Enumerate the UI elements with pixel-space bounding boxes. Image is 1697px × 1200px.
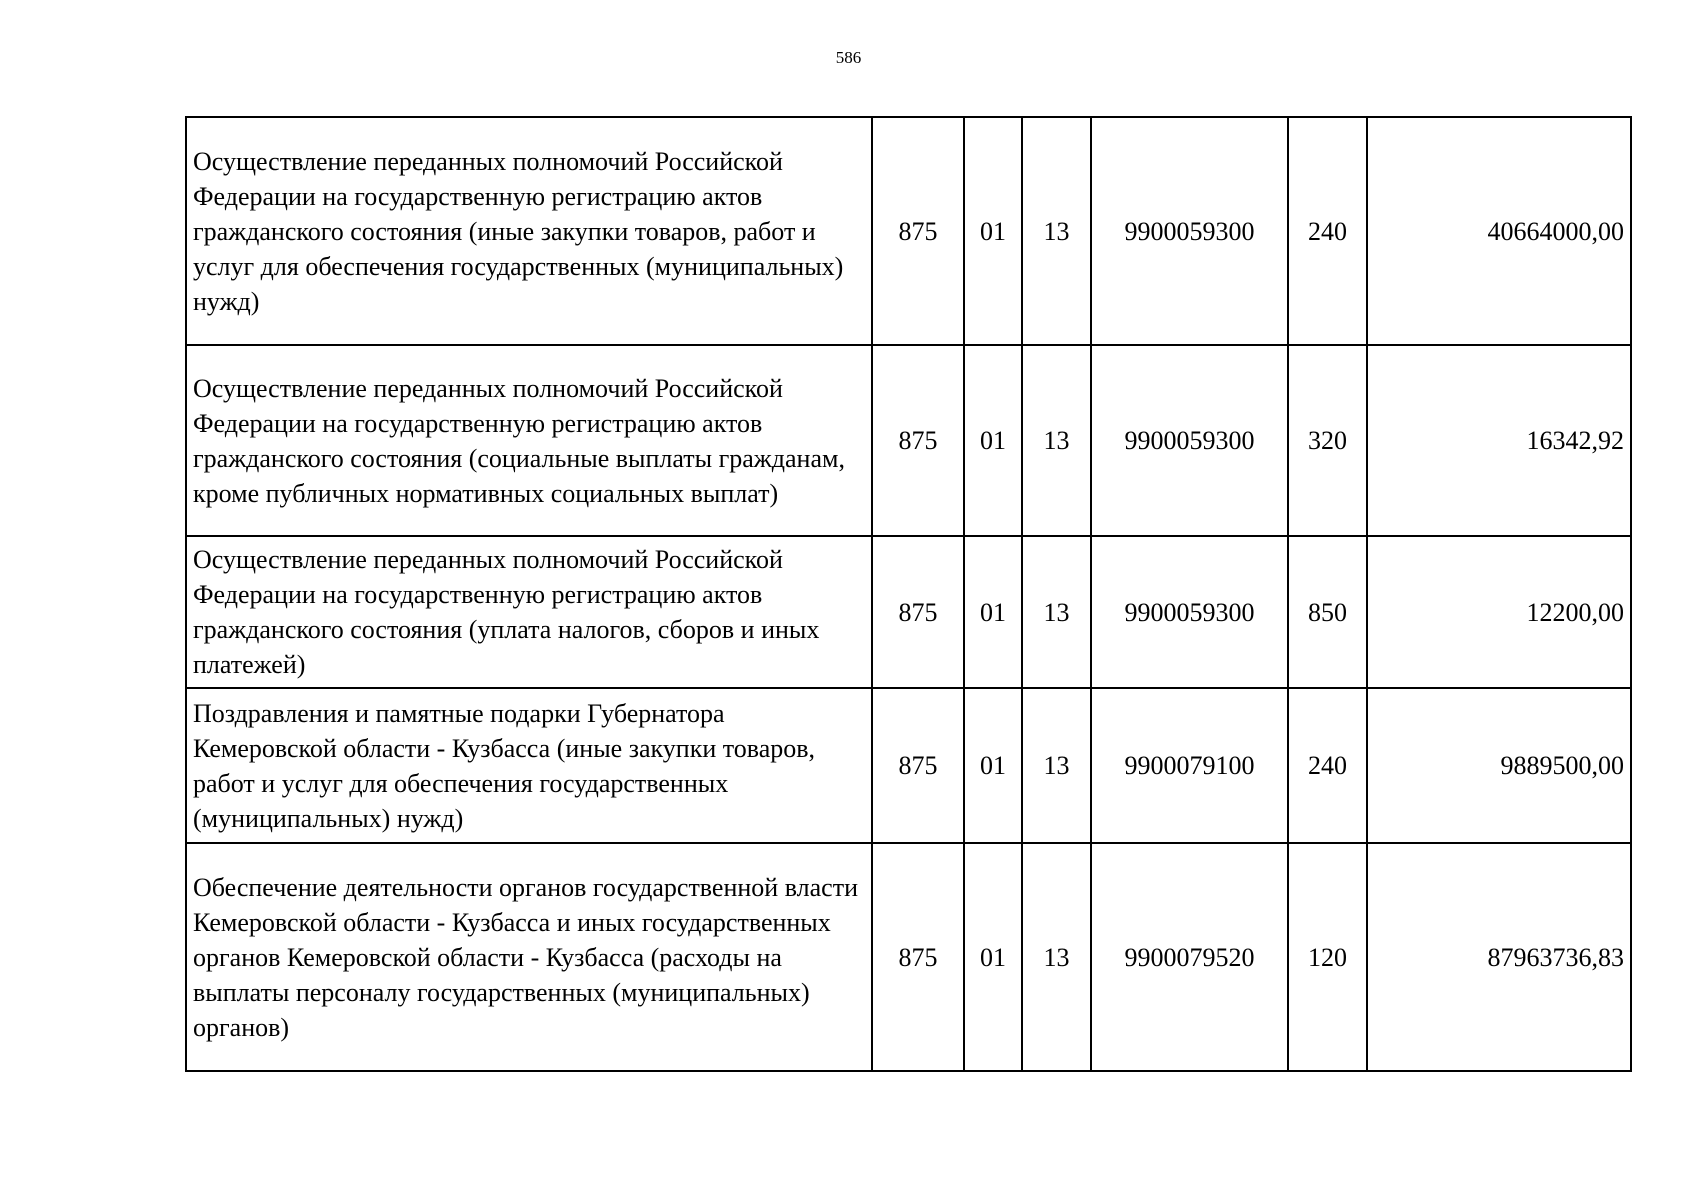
subsection-code-cell: 13	[1022, 688, 1091, 843]
subsection-code-cell: 13	[1022, 536, 1091, 688]
row-name-cell: Обеспечение деятельности органов государственной власти Кемеровской области - Кузбасса и иных государственных органов Кемеровской области - Кузбасса (расходы на выплаты персоналу государственных (муниципальных) органов)	[186, 843, 872, 1071]
row-name-cell: Поздравления и памятные подарки Губернатора Кемеровской области - Кузбасса (иные закупки товаров, работ и услуг для обеспечения государственных (муниципальных) нужд)	[186, 688, 872, 843]
amount-cell: 87963736,83	[1367, 843, 1631, 1071]
amount-cell: 40664000,00	[1367, 117, 1631, 345]
target-article-cell: 9900059300	[1091, 117, 1288, 345]
target-article-cell: 9900059300	[1091, 345, 1288, 536]
table-row	[186, 688, 1631, 843]
ministry-code-cell: 875	[872, 843, 964, 1071]
expense-type-cell: 240	[1288, 688, 1367, 843]
expense-type-cell: 320	[1288, 345, 1367, 536]
section-code-cell: 01	[964, 345, 1022, 536]
ministry-code-cell: 875	[872, 345, 964, 536]
section-code-cell: 01	[964, 117, 1022, 345]
expense-type-cell: 850	[1288, 536, 1367, 688]
expense-type-cell: 120	[1288, 843, 1367, 1071]
section-code-cell: 01	[964, 843, 1022, 1071]
table-row	[186, 536, 1631, 688]
table-row	[186, 843, 1631, 1071]
target-article-cell: 9900079100	[1091, 688, 1288, 843]
subsection-code-cell: 13	[1022, 117, 1091, 345]
subsection-code-cell: 13	[1022, 843, 1091, 1071]
target-article-cell: 9900079520	[1091, 843, 1288, 1071]
expense-type-cell: 240	[1288, 117, 1367, 345]
section-code-cell: 01	[964, 688, 1022, 843]
ministry-code-cell: 875	[872, 536, 964, 688]
table-row	[186, 117, 1631, 345]
page-number: 586	[835, 48, 862, 67]
amount-cell: 16342,92	[1367, 345, 1631, 536]
ministry-code-cell: 875	[872, 117, 964, 345]
subsection-code-cell: 13	[1022, 345, 1091, 536]
target-article-cell: 9900059300	[1091, 536, 1288, 688]
table-row	[186, 345, 1631, 536]
section-code-cell: 01	[964, 536, 1022, 688]
amount-cell: 9889500,00	[1367, 688, 1631, 843]
row-name-cell: Осуществление переданных полномочий Российской Федерации на государственную регистрацию актов гражданского состояния (иные закупки товаров, работ и услуг для обеспечения государственных (муниципальных) нужд)	[186, 117, 872, 345]
budget-table	[185, 116, 1632, 1072]
row-name-cell: Осуществление переданных полномочий Российской Федерации на государственную регистрацию актов гражданского состояния (уплата налогов, сборов и иных платежей)	[186, 536, 872, 688]
ministry-code-cell: 875	[872, 688, 964, 843]
amount-cell: 12200,00	[1367, 536, 1631, 688]
row-name-cell: Осуществление переданных полномочий Российской Федерации на государственную регистрацию актов гражданского состояния (социальные выплаты гражданам, кроме публичных нормативных социальных выплат)	[186, 345, 872, 536]
